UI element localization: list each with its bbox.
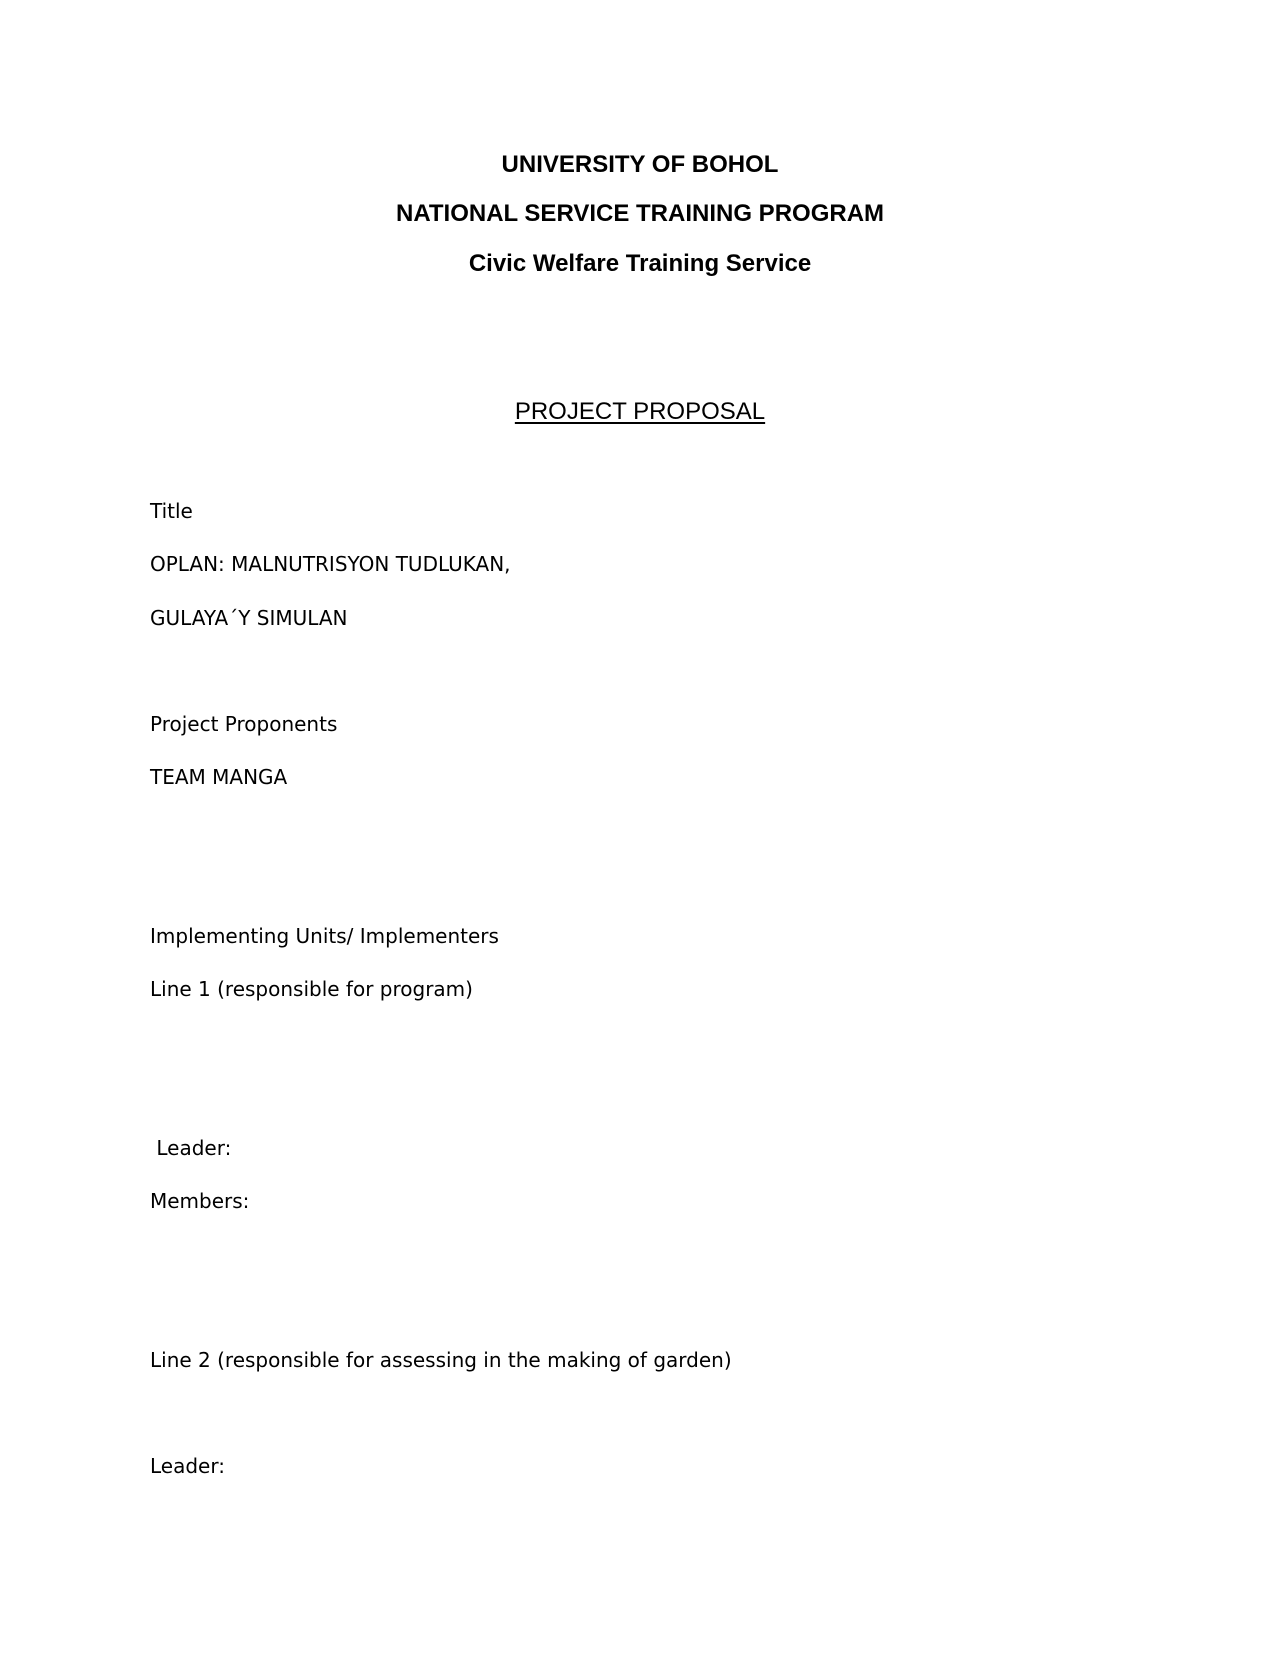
line1-members-label: Members: (150, 1189, 250, 1213)
line2-heading: Line 2 (responsible for assessing in the making of garden) (150, 1348, 732, 1372)
line1-leader-label: Leader: (150, 1136, 232, 1160)
line2-leader-label: Leader: (150, 1454, 225, 1478)
proponents-value: TEAM MANGA (150, 765, 288, 789)
line1-heading: Line 1 (responsible for program) (150, 977, 473, 1001)
title-line-1: OPLAN: MALNUTRISYON TUDLUKAN, (150, 552, 511, 576)
proponents-label: Project Proponents (150, 712, 338, 736)
document-title-text: PROJECT PROPOSAL (514, 398, 766, 425)
program-heading: NATIONAL SERVICE TRAINING PROGRAM (395, 200, 885, 227)
university-heading: UNIVERSITY OF BOHOL (501, 151, 779, 178)
service-heading: Civic Welfare Training Service (468, 250, 812, 277)
title-label: Title (150, 499, 193, 523)
title-line-2: GULAYA´Y SIMULAN (150, 606, 348, 630)
implementers-label: Implementing Units/ Implementers (150, 924, 499, 948)
document-title (0, 398, 1280, 426)
